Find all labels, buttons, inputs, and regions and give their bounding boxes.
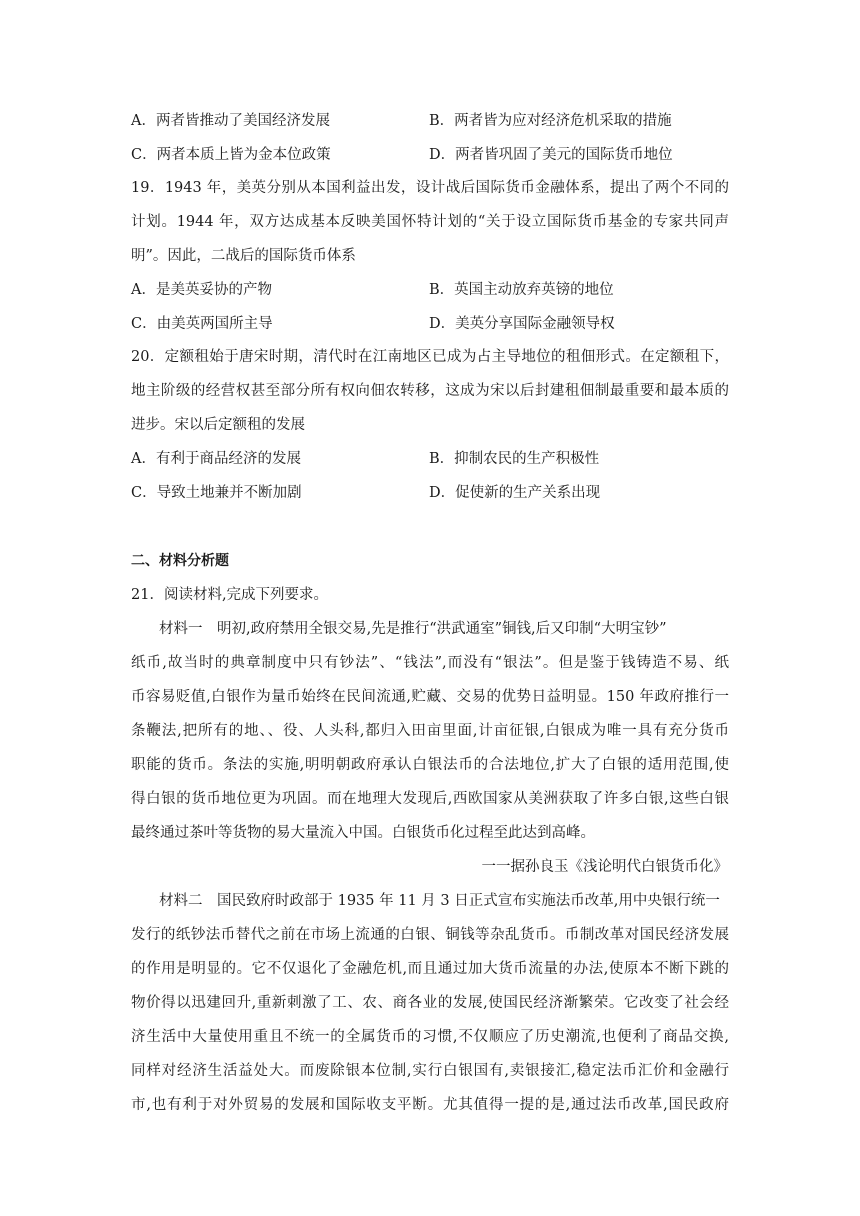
section-title: 二、材料分析题 <box>131 553 229 569</box>
q21-material2-line-6: 同样对经济生活益处大。而废除银本位制,实行白银国有,卖银接汇,稳定法币汇价和金融行 <box>131 1063 729 1079</box>
q21-material2-line-1: 材料二 国民致府时政部于 1935 年 11 月 3 日正式宣布实施法币改革,用中央银行统一 <box>159 893 720 909</box>
q18-option-b[interactable]: B．两者皆为应对经济危机采取的措施 <box>429 113 672 129</box>
q20-stem-line-3: 进步。宋以后定额租的发展 <box>131 417 305 433</box>
q21-material1-line-7: 最终通过茶叶等货物的易大量流入中国。白银货币化过程至此达到高峰。 <box>131 825 595 841</box>
q19-option-a[interactable]: A．是美英妥协的产物 <box>131 282 272 298</box>
q21-material2-line-3: 的作用是明显的。它不仅退化了金融危机,而且通过加大货币流量的办法,使原本不断下跳的 <box>131 961 729 977</box>
q18-option-row-2 <box>131 145 731 165</box>
q21-material1-source: 一一据孙良玉《浅论明代白银货币化》 <box>481 859 728 875</box>
q21-material2-line-4: 物价得以迅建回升,重新刺激了工、农、商各业的发展,使国民经济渐繁荣。它改变了社会经 <box>131 995 729 1011</box>
q21-material1-line-5: 职能的货币。条法的实施,明明朝政府承认白银法币的合法地位,扩大了白银的适用范围,使 <box>131 757 729 773</box>
q20-stem-line-2: 地主阶级的经营权甚至部分所有权向佃农转移，这成为宋以后封建租佃制最重要和最本质的 <box>131 383 729 399</box>
q19-option-row-1 <box>131 280 731 300</box>
q21-material2-line-5: 济生活中大量使用重且不统一的全属货币的习惯,不仅顺应了历史潮流,也便利了商品交换, <box>131 1029 729 1045</box>
q18-option-d[interactable]: D．两者皆巩固了美元的国际货币地位 <box>429 147 673 163</box>
q18-option-c[interactable]: C．两者本质上皆为金本位政策 <box>131 147 331 163</box>
q21-material1-line-4: 条鞭法,把所有的地、、役、人头科,都归入田亩里面,计亩征银,白银成为唯一具有充分货币 <box>131 723 729 739</box>
q20-option-row-1 <box>131 449 731 469</box>
q21-material1-line-1: 材料一 明初,政府禁用全银交易,先是推行“洪武通室”铜钱,后又印制“大明宝钞” <box>159 621 667 637</box>
q20-option-row-2 <box>131 483 731 503</box>
q19-option-d[interactable]: D．美英分享国际金融领导权 <box>429 316 615 332</box>
q20-stem-line-1: 20．定额租始于唐宋时期，清代时在江南地区已成为占主导地位的租佃形式。在定额租下， <box>131 349 729 365</box>
q19-stem-line-2: 计划。1944 年，双方达成基本反映美国怀特计划的“关于设立国际货币基金的专家共同声 <box>131 214 729 230</box>
q19-stem-line-3: 明”。因此，二战后的国际货币体系 <box>131 248 356 264</box>
q18-option-a[interactable]: A．两者皆推动了美国经济发展 <box>131 113 330 129</box>
q21-material2-line-2: 发行的纸钞法币替代之前在市场上流通的白银、铜钱等杂乱货币。币制改革对国民经济发展 <box>131 927 729 943</box>
q19-option-c[interactable]: C．由美英两国所主导 <box>131 316 273 332</box>
q20-option-d[interactable]: D．促使新的生产关系出现 <box>429 485 601 501</box>
q18-option-row-1 <box>131 111 731 131</box>
q21-material2-line-7: 市,也有利于对外贸易的发展和国际收支平断。尤其值得一提的是,通过法币改革,国民政府 <box>131 1097 729 1113</box>
q19-stem-line-1: 19．1943 年，美英分别从本国利益出发，设计战后国际货币金融体系，提出了两个不同的 <box>131 180 729 196</box>
q20-option-b[interactable]: B．抑制农民的生产积极性 <box>429 451 600 467</box>
q20-option-a[interactable]: A．有利于商品经济的发展 <box>131 451 301 467</box>
q21-material1-line-3: 币容易贬值,白银作为量币始终在民间流通,贮藏、交易的优势日益明显。150 年政府推行一 <box>131 689 729 705</box>
q21-material1-line-2: 纸币,故当时的典章制度中只有钞法”、“钱法”,而没有“银法”。但是鉴于钱铸造不易、纸 <box>131 655 729 671</box>
q20-option-c[interactable]: C．导致土地兼并不断加剧 <box>131 485 302 501</box>
q19-option-row-2 <box>131 314 731 334</box>
q19-option-b[interactable]: B．英国主动放弃英镑的地位 <box>429 282 614 298</box>
q21-intro: 21．阅读材料,完成下列要求。 <box>131 587 329 603</box>
q21-material1-line-6: 得白银的货币地位更为巩固。而在地理大发现后,西欧国家从美洲获取了许多白银,这些白银 <box>131 791 729 807</box>
